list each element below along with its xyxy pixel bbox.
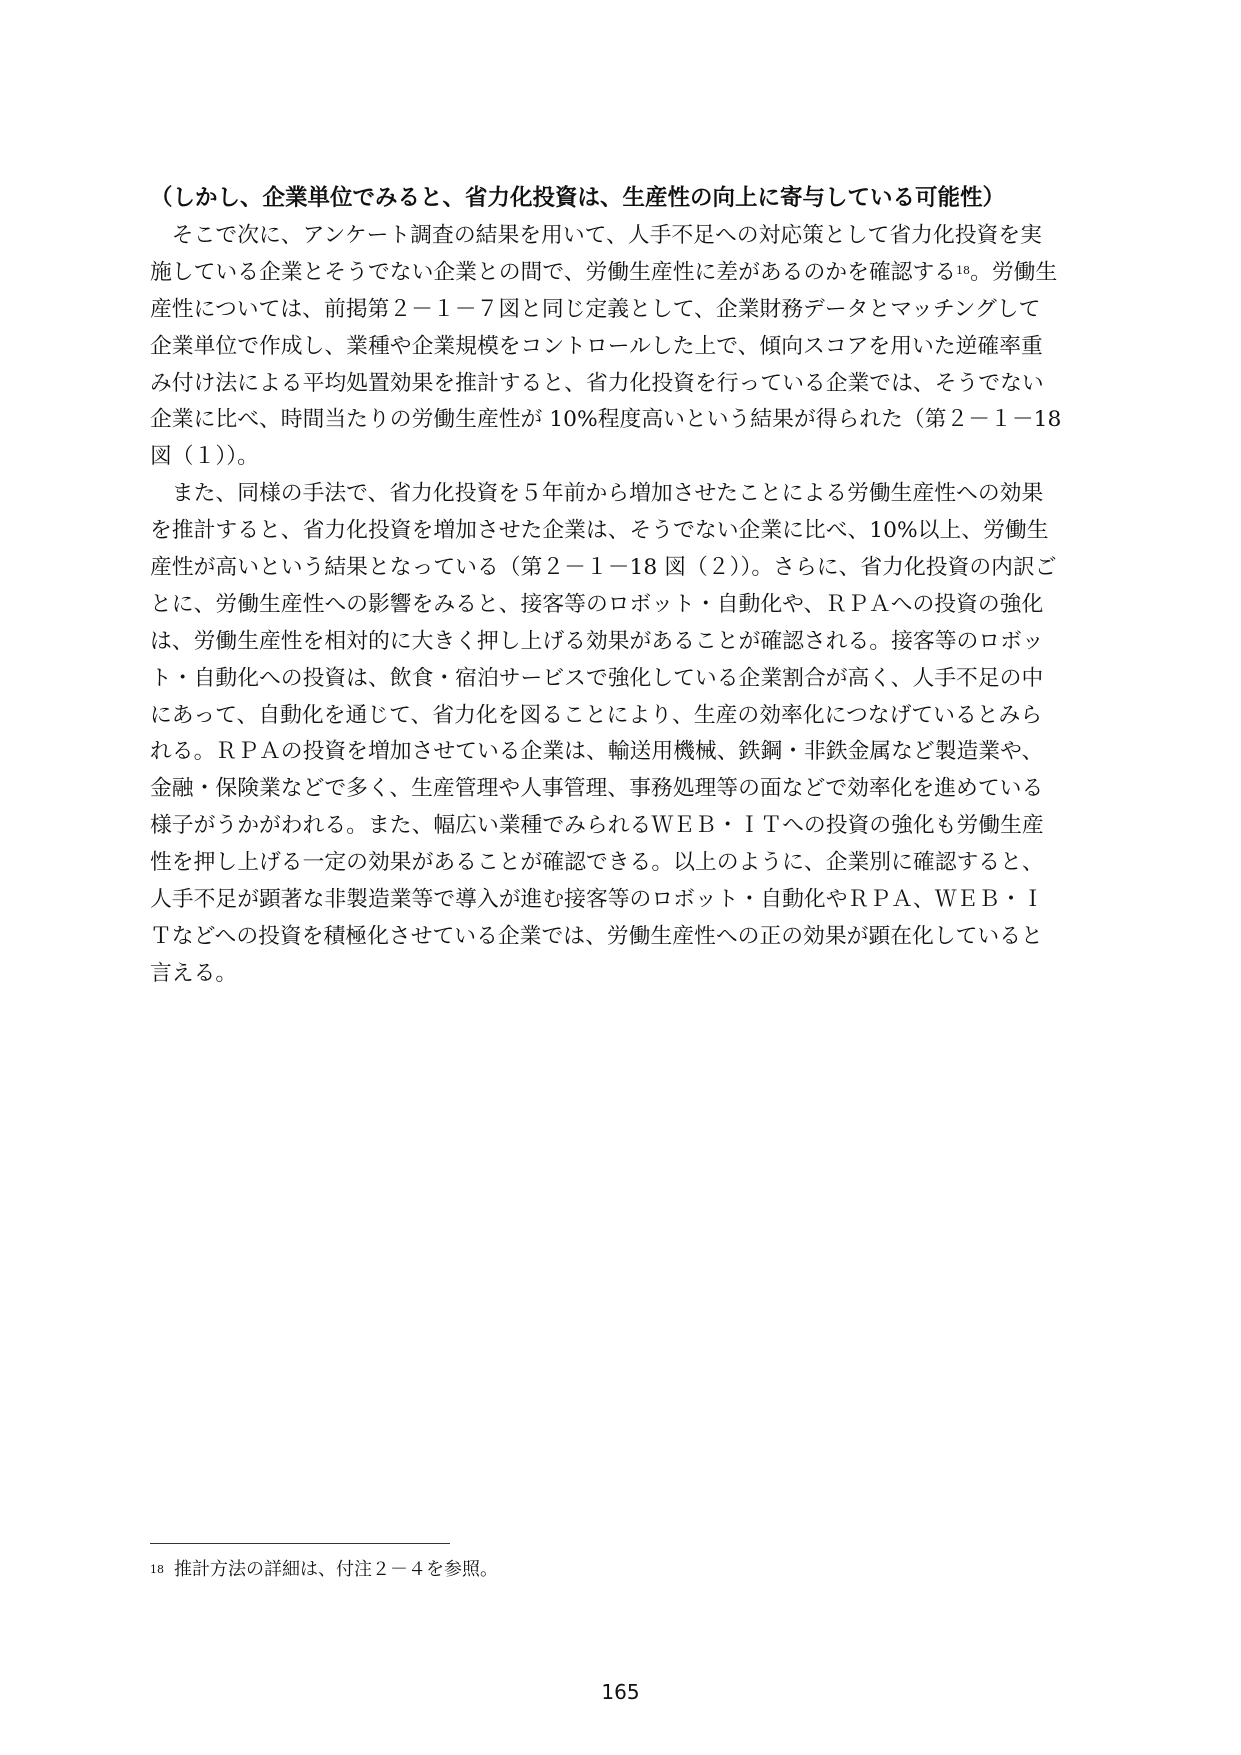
section-heading: （しかし、企業単位でみると、省力化投資は、生産性の向上に寄与している可能性） <box>150 185 1006 211</box>
footnote <box>150 1558 498 1582</box>
footnote-reference[interactable]: 18 <box>956 263 971 277</box>
text-line: 性を押し上げる一定の効果があることが確認できる。以上のように、企業別に確認すると、 <box>150 850 1044 876</box>
text-line: 企業に比べ、時間当たりの労働生産性が 10%程度高いという結果が得られた（第２－１－18 <box>150 407 1062 433</box>
text-line: そこで次に、アンケート調査の結果を用いて、人手不足への対応策として省力化投資を実 <box>150 223 1042 248</box>
text-segment: 施している企業とそうでない企業との間で、労働生産性に差があるのかを確認する <box>150 259 957 285</box>
text-line: ト・自動化への投資は、飲食・宿泊サービスで強化している企業割合が高く、人手不足の中 <box>150 665 1044 691</box>
text-segment: 。労働生 <box>970 259 1058 285</box>
text-line: 人手不足が顕著な非製造業等で導入が進む接客等のロボット・自動化やＲＰＡ、ＷＥＢ・Ｉ <box>150 887 1044 913</box>
text-line: 言える。 <box>150 960 238 986</box>
text-line <box>150 255 1104 292</box>
footnote-number: 18 <box>150 1563 164 1576</box>
page-number: 165 <box>601 1680 640 1704</box>
text-line: Ｔなどへの投資を積極化させている企業では、労働生産性への正の効果が顕在化していると <box>150 923 1043 949</box>
text-line: 産性が高いという結果となっている（第２－１－18 図（２））。さらに、省力化投資の内訳ご <box>150 555 1057 581</box>
text-line: れる。ＲＰＡの投資を増加させている企業は、輸送用機械、鉄鋼・非鉄金属など製造業や、 <box>150 739 1044 765</box>
text-line: 金融・保険業などで多く、生産管理や人事管理、事務処理等の面などで効率化を進めている <box>150 776 1044 802</box>
text-line: 企業単位で作成し、業種や企業規模をコントロールした上で、傾向スコアを用いた逆確率重 <box>150 333 1043 359</box>
text-line: み付け法による平均処置効果を推計すると、省力化投資を行っている企業では、そうでない <box>150 370 1044 396</box>
text-line: にあって、自動化を通じて、省力化を図ることにより、生産の効率化につなげているとみら <box>150 702 1043 728</box>
body-text <box>150 218 1104 993</box>
text-line: また、同様の手法で、省力化投資を５年前から増加させたことによる労働生産性への効果 <box>150 481 1044 507</box>
text-line: を推計すると、省力化投資を増加させた企業は、そうでない企業に比べ、10%以上、労働生 <box>150 518 1049 544</box>
footnote-text: 推計方法の詳細は、付注２－４を参照。 <box>174 1559 498 1580</box>
text-line: は、労働生産性を相対的に大きく押し上げる効果があることが確認される。接客等のロボッ <box>150 628 1044 654</box>
text-line: とに、労働生産性への影響をみると、接客等のロボット・自動化や、ＲＰＡへの投資の強化 <box>150 591 1044 617</box>
text-line: 様子がうかがわれる。また、幅広い業種でみられるＷＥＢ・ＩＴへの投資の強化も労働生産 <box>150 813 1044 839</box>
text-line: 産性については、前掲第２－１－７図と同じ定義として、企業財務データとマッチングして <box>150 296 1041 322</box>
text-line: 図（１））。 <box>150 444 259 470</box>
footnote-divider <box>150 1543 450 1544</box>
